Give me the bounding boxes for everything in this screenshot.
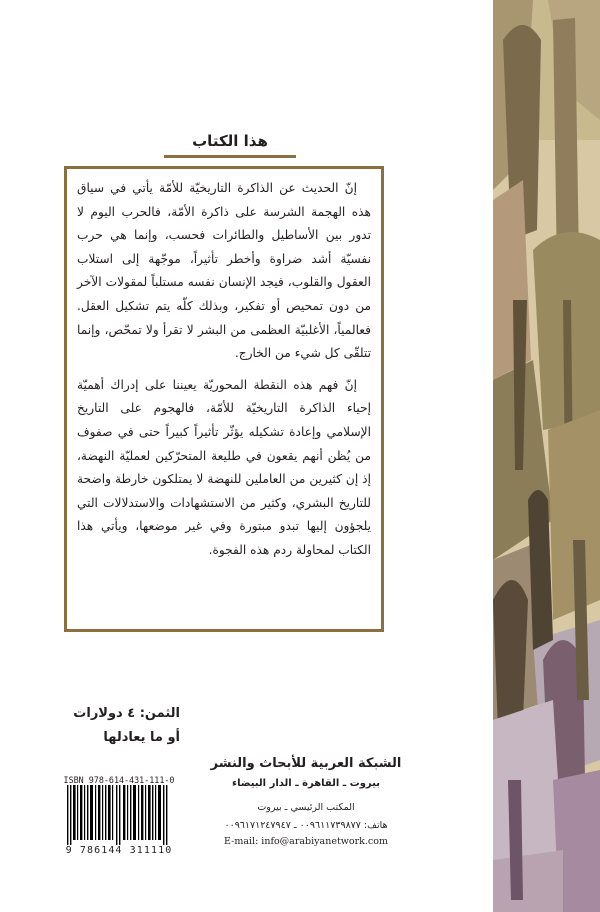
book-description xyxy=(77,177,371,563)
description-paragraph-2: إنّ فهم هذه النقطة المحوريّة يعيننا على إدراك أهميّة إحياء الذاكرة التاريخيّة للأمّة، فالهجوم على التاريخ الإسلامي وإعادة تشكيله يؤثّر تأثيراً كبيراً حتى في صفوف من يُظن أنهم يقعون في طليعة المتحرّكين لعمليّة النهضة، إذ إن كثيرين من العاملين للنهضة لا يمتلكون خارطة واضحة للتاريخ البشري، وكثير من الاستشهادات والاستدلالات التي يلجؤون إليها تبدو مبتورة وفي غير موضعها، ويأتي هذا الكتاب لمحاولة ردم هذه الفجوة. xyxy=(77,377,371,557)
title-underline xyxy=(164,155,296,158)
cover-artwork-strip xyxy=(493,0,600,912)
isbn-label: ISBN 978-614-431-111-0 xyxy=(63,775,175,785)
description-frame xyxy=(64,166,384,632)
barcode-bars xyxy=(63,785,175,845)
barcode-digits: 9 786144 311110 xyxy=(65,845,173,856)
publisher-cities: بيروت ـ القاهرة ـ الدار البيضاء xyxy=(232,778,380,789)
price-block xyxy=(60,702,180,750)
price-label: الثمن: ٤ دولارات xyxy=(73,706,180,721)
price-equivalent: أو ما يعادلها xyxy=(103,730,180,745)
publisher-block xyxy=(190,755,422,850)
publisher-email: E-mail: info@arabiyanetwork.com xyxy=(224,836,388,847)
abstract-painting xyxy=(493,0,600,912)
description-paragraph-1: إنّ الحديث عن الذاكرة التاريخيّة للأمّة يأتي في سياق هذه الهجمة الشرسة على ذاكرة الأمّة، فالحرب اليوم لا تدور بين الأساطيل والطائرات فحسب، وإنما هي حرب نفسيّة أشد ضراوة وأخطر تأثيراً، موجّهة إلى استلاب العقول والقلوب، فيجد الإنسان نفسه مستلباً لمقولات الآخر من دون تمحيص أو تفكير، وبذلك كلّه يتم تشكيل العقل. فعالمياً، الأغلبيّة العظمى من البشر لا تقرأ ولا تمحّص، وإنما تتلقّى كل شيء من الخارج. xyxy=(77,181,371,361)
publisher-office: المكتب الرئيسي ـ بيروت xyxy=(257,802,355,813)
publisher-phone: هاتف: ٠٠٩٦١١٧٣٩٨٧٧ ـ ٠٠٩٦١٧١٢٤٧٩٤٧ xyxy=(224,820,388,831)
isbn-barcode xyxy=(63,775,175,856)
publisher-name: الشبكة العربية للأبحاث والنشر xyxy=(210,756,402,771)
section-title: هذا الكتاب xyxy=(192,132,268,150)
